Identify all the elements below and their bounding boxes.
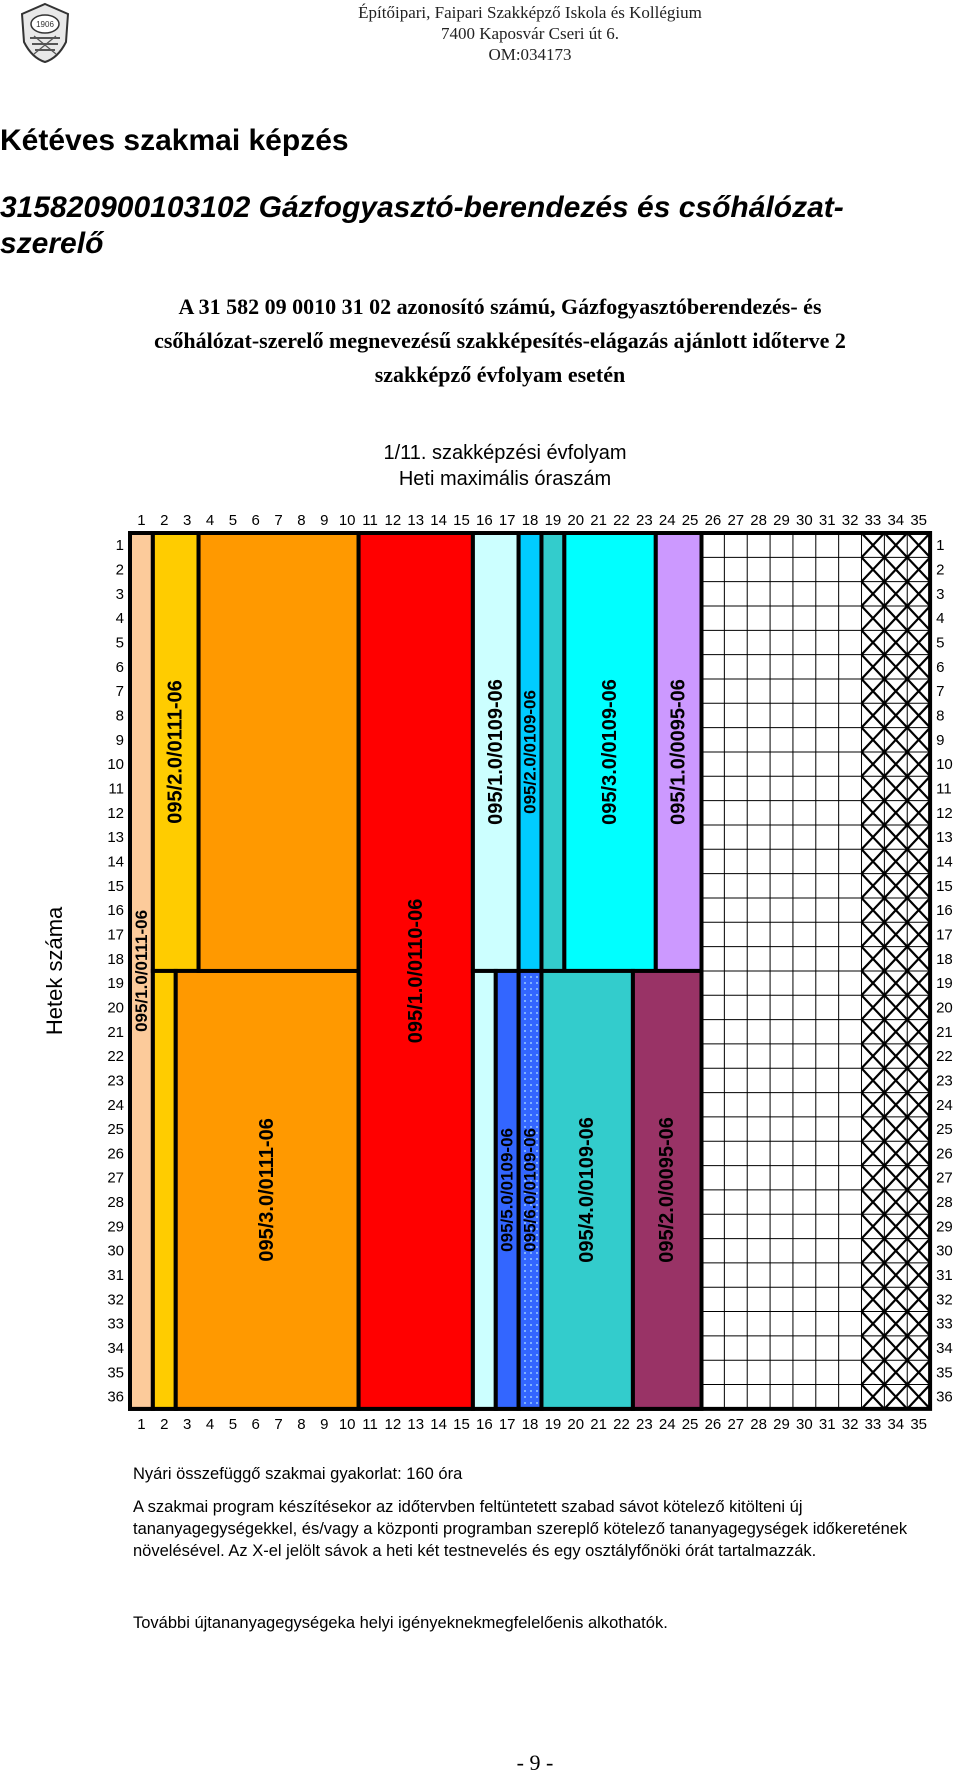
y-tick-label-right: 23	[936, 1072, 953, 1090]
y-tick-label-right: 11	[936, 780, 952, 798]
y-tick-label-left: 20	[107, 999, 124, 1017]
x-tick-label-bottom: 27	[727, 1415, 745, 1433]
y-tick-label-right: 26	[936, 1145, 953, 1163]
school-address: 7400 Kaposvár Cseri út 6.	[440, 24, 619, 43]
y-tick-label-right: 34	[936, 1340, 953, 1358]
x-tick-label-bottom: 12	[384, 1415, 402, 1433]
page-title: Kétéves szakmai képzés	[0, 124, 349, 157]
y-tick-label-right: 21	[936, 1023, 953, 1041]
y-tick-label-left: 5	[115, 634, 124, 652]
block-label: 095/1.0/0110-06	[404, 898, 427, 1044]
y-tick-label-left: 1	[115, 537, 124, 555]
block-label: 095/5.0/0109-06	[497, 1127, 517, 1252]
x-tick-label-bottom: 24	[658, 1415, 676, 1433]
x-tick-label-top: 19	[544, 512, 562, 529]
x-tick-label-top: 16	[475, 512, 493, 529]
x-tick-label-top: 11	[362, 512, 378, 529]
x-tick-label-top: 1	[137, 512, 146, 529]
x-tick-label-top: 7	[274, 512, 283, 529]
y-tick-label-left: 19	[107, 975, 124, 993]
x-tick-label-top: 4	[205, 512, 215, 529]
chart-subtitle: Heti maximális óraszám	[398, 468, 612, 490]
y-tick-label-left: 6	[115, 658, 124, 676]
x-tick-label-bottom: 22	[613, 1415, 630, 1433]
x-tick-label-top: 18	[521, 512, 539, 529]
y-tick-label-right: 19	[936, 975, 953, 993]
y-tick-label-left: 18	[107, 950, 124, 968]
chart-title-block	[320, 440, 690, 492]
x-tick-label-bottom: 10	[338, 1415, 356, 1433]
x-tick-label-bottom: 4	[205, 1415, 215, 1433]
x-tick-label-top: 22	[613, 512, 630, 529]
block-label: 095/1.0/0109-06	[484, 679, 507, 825]
x-tick-label-bottom: 7	[274, 1415, 283, 1433]
schedule-block	[153, 971, 176, 1409]
y-tick-label-left: 21	[107, 1023, 124, 1041]
x-tick-label-bottom: 1	[137, 1415, 146, 1433]
x-tick-label-bottom: 21	[590, 1415, 607, 1433]
y-tick-label-right: 29	[936, 1218, 953, 1236]
y-tick-label-left: 13	[107, 829, 124, 847]
y-tick-label-left: 23	[107, 1072, 124, 1090]
x-tick-label-top: 10	[338, 512, 356, 529]
y-tick-label-right: 9	[936, 731, 945, 749]
y-tick-label-left: 11	[108, 780, 124, 798]
x-tick-label-bottom: 3	[182, 1415, 192, 1433]
y-tick-label-right: 28	[936, 1194, 953, 1212]
y-tick-label-left: 26	[107, 1145, 124, 1163]
school-name: Építőipari, Faipari Szakképző Iskola és Kollégium	[358, 3, 702, 22]
y-tick-label-right: 35	[936, 1364, 953, 1382]
schedule-block	[473, 971, 496, 1409]
x-tick-label-bottom: 9	[320, 1415, 329, 1433]
y-tick-label-left: 32	[107, 1291, 124, 1309]
y-tick-label-left: 27	[107, 1169, 124, 1187]
schedule-heading-line-1: A 31 582 09 0010 31 02 azonosító számú, Gázfogyasztóberendezés- és	[178, 294, 822, 319]
y-tick-label-right: 22	[936, 1048, 953, 1066]
y-tick-label-right: 8	[936, 707, 945, 725]
x-tick-label-top: 26	[704, 512, 722, 529]
y-tick-label-right: 5	[936, 634, 945, 652]
x-tick-label-top: 5	[228, 512, 238, 529]
x-tick-label-bottom: 20	[567, 1415, 585, 1433]
y-tick-label-left: 24	[107, 1096, 124, 1114]
y-tick-label-right: 6	[936, 658, 945, 676]
y-tick-label-left: 33	[107, 1315, 124, 1333]
x-tick-label-top: 20	[567, 512, 585, 529]
block-label: 095/2.0/0111-06	[164, 680, 187, 824]
x-tick-label-bottom: 11	[362, 1415, 378, 1433]
block-label: 095/3.0/0109-06	[599, 679, 622, 825]
x-tick-label-top: 6	[251, 512, 260, 529]
notes-paragraph: A szakmai program készítésekor az időtervben feltüntetett szabad sávot kötelező kitölteni új tananyagegységekkel, és/vagy a központi programban szereplő kötelező tananyagegységek időkeretének növelésével. Az X-el jelölt sávok a heti két testnevelés és egy osztályfőnöki órát tartalmazzák.	[133, 1498, 908, 1560]
y-axis-label: Hetek száma	[42, 906, 67, 1036]
x-tick-label-top: 9	[320, 512, 329, 529]
y-tick-label-left: 28	[107, 1194, 124, 1212]
x-tick-label-bottom: 13	[407, 1415, 425, 1433]
y-tick-label-right: 31	[936, 1267, 953, 1285]
schedule-block	[541, 533, 564, 971]
y-tick-label-left: 8	[115, 707, 124, 725]
block-label: 095/1.0/0111-06	[131, 909, 151, 1032]
x-tick-label-top: 14	[430, 512, 447, 529]
schedule-chart	[0, 500, 960, 1470]
x-tick-label-bottom: 23	[636, 1415, 653, 1433]
x-tick-label-top: 8	[297, 512, 306, 529]
y-tick-label-left: 35	[107, 1364, 124, 1382]
y-tick-label-right: 4	[936, 610, 945, 628]
x-tick-label-bottom: 18	[521, 1415, 539, 1433]
x-tick-label-top: 17	[498, 512, 516, 529]
logo-year: 1906	[36, 20, 54, 29]
x-tick-label-top: 2	[160, 512, 169, 529]
y-tick-label-left: 14	[107, 853, 124, 871]
qualification-line-1: 315820900103102 Gázfogyasztó-berendezés és csőhálózat-	[0, 191, 844, 224]
y-tick-label-right: 13	[936, 829, 953, 847]
x-tick-label-bottom: 6	[251, 1415, 260, 1433]
y-tick-label-left: 10	[107, 756, 124, 774]
y-tick-label-right: 30	[936, 1242, 953, 1260]
y-tick-label-left: 2	[115, 561, 124, 579]
x-tick-label-top: 30	[796, 512, 813, 529]
qualification-line-2: szerelő	[0, 227, 104, 260]
x-tick-label-bottom: 16	[475, 1415, 493, 1433]
y-tick-label-right: 36	[936, 1388, 953, 1406]
y-tick-label-left: 9	[115, 731, 124, 749]
y-tick-label-right: 1	[936, 537, 945, 555]
y-tick-label-right: 33	[936, 1315, 953, 1333]
y-tick-label-left: 4	[115, 610, 124, 628]
x-tick-label-top: 15	[453, 512, 470, 529]
x-tick-label-top: 35	[910, 512, 928, 529]
y-tick-label-left: 31	[107, 1267, 124, 1285]
block-label: 095/2.0/0095-06	[656, 1117, 679, 1263]
y-tick-label-right: 15	[936, 877, 953, 895]
y-tick-label-right: 14	[936, 853, 953, 871]
x-tick-label-bottom: 15	[453, 1415, 470, 1433]
y-tick-label-right: 27	[936, 1169, 953, 1187]
x-tick-label-bottom: 2	[160, 1415, 169, 1433]
x-tick-label-top: 25	[681, 512, 699, 529]
x-tick-label-bottom: 19	[544, 1415, 562, 1433]
y-tick-label-left: 36	[107, 1388, 124, 1406]
y-tick-label-left: 16	[107, 902, 124, 920]
chart-title: 1/11. szakképzési évfolyam	[383, 442, 627, 464]
y-tick-label-right: 2	[936, 561, 945, 579]
x-tick-label-bottom: 5	[228, 1415, 238, 1433]
x-tick-label-bottom: 32	[841, 1415, 859, 1433]
x-tick-label-top: 28	[750, 512, 767, 529]
y-tick-label-left: 17	[107, 926, 124, 944]
block-label: 095/2.0/0109-06	[520, 690, 540, 814]
x-tick-label-bottom: 17	[498, 1415, 516, 1433]
x-tick-label-bottom: 8	[297, 1415, 306, 1433]
x-tick-label-top: 21	[590, 512, 607, 529]
x-tick-label-top: 27	[727, 512, 745, 529]
y-tick-label-left: 34	[107, 1340, 124, 1358]
qualification-title	[0, 190, 950, 262]
school-logo	[18, 2, 72, 64]
y-tick-label-left: 7	[115, 683, 124, 701]
x-tick-label-top: 3	[182, 512, 192, 529]
y-tick-label-right: 10	[936, 756, 953, 774]
x-tick-label-bottom: 26	[704, 1415, 722, 1433]
block-label: 095/1.0/0095-06	[667, 679, 690, 825]
y-tick-label-left: 30	[107, 1242, 124, 1260]
school-om: OM:034173	[488, 45, 572, 64]
x-tick-label-top: 24	[658, 512, 676, 529]
y-tick-label-left: 29	[107, 1218, 124, 1236]
y-tick-label-left: 22	[107, 1048, 124, 1066]
y-tick-label-right: 3	[936, 585, 945, 603]
x-tick-label-top: 13	[407, 512, 425, 529]
y-tick-label-right: 18	[936, 950, 953, 968]
practice-note: Nyári összefüggő szakmai gyakorlat: 160 óra	[133, 1465, 463, 1483]
block-label: 095/6.0/0109-06	[520, 1127, 540, 1252]
x-tick-label-bottom: 25	[681, 1415, 699, 1433]
page-header	[0, 0, 960, 70]
y-tick-label-right: 7	[936, 683, 945, 701]
y-tick-label-left: 3	[115, 585, 124, 603]
x-tick-label-top: 31	[818, 512, 836, 529]
schedule-block	[199, 533, 359, 971]
y-tick-label-right: 25	[936, 1121, 953, 1139]
x-tick-label-bottom: 35	[910, 1415, 928, 1433]
x-tick-label-top: 34	[887, 512, 905, 529]
y-tick-label-right: 20	[936, 999, 953, 1017]
x-tick-label-bottom: 29	[773, 1415, 790, 1433]
x-tick-label-bottom: 33	[864, 1415, 882, 1433]
x-tick-label-bottom: 30	[796, 1415, 813, 1433]
x-tick-label-top: 12	[384, 512, 402, 529]
y-tick-label-left: 15	[107, 877, 124, 895]
y-tick-label-right: 17	[936, 926, 953, 944]
schedule-heading-line-2: csőhálózat-szerelő megnevezésű szakképesítés-elágazás ajánlott időterve 2	[154, 328, 846, 353]
schedule-heading	[60, 290, 940, 392]
x-tick-label-bottom: 28	[750, 1415, 767, 1433]
block-label: 095/3.0/0111-06	[256, 1118, 279, 1262]
x-tick-label-bottom: 31	[818, 1415, 836, 1433]
x-tick-label-bottom: 14	[430, 1415, 447, 1433]
x-tick-label-top: 23	[636, 512, 653, 529]
y-tick-label-left: 25	[107, 1121, 124, 1139]
block-label: 095/4.0/0109-06	[576, 1117, 599, 1263]
x-tick-label-top: 32	[841, 512, 859, 529]
x-tick-label-bottom: 34	[887, 1415, 905, 1433]
y-tick-label-right: 24	[936, 1096, 953, 1114]
x-tick-label-top: 29	[773, 512, 790, 529]
x-tick-label-top: 33	[864, 512, 882, 529]
schedule-heading-line-3: szakképző évfolyam esetén	[374, 362, 626, 387]
additional-note: További újtananyagegységeka helyi igényeknekmegfelelőenis alkothatók.	[133, 1614, 668, 1632]
y-tick-label-right: 32	[936, 1291, 953, 1309]
page-number: - 9 -	[516, 1750, 554, 1775]
y-tick-label-left: 12	[107, 804, 124, 822]
y-tick-label-right: 12	[936, 804, 953, 822]
y-tick-label-right: 16	[936, 902, 953, 920]
